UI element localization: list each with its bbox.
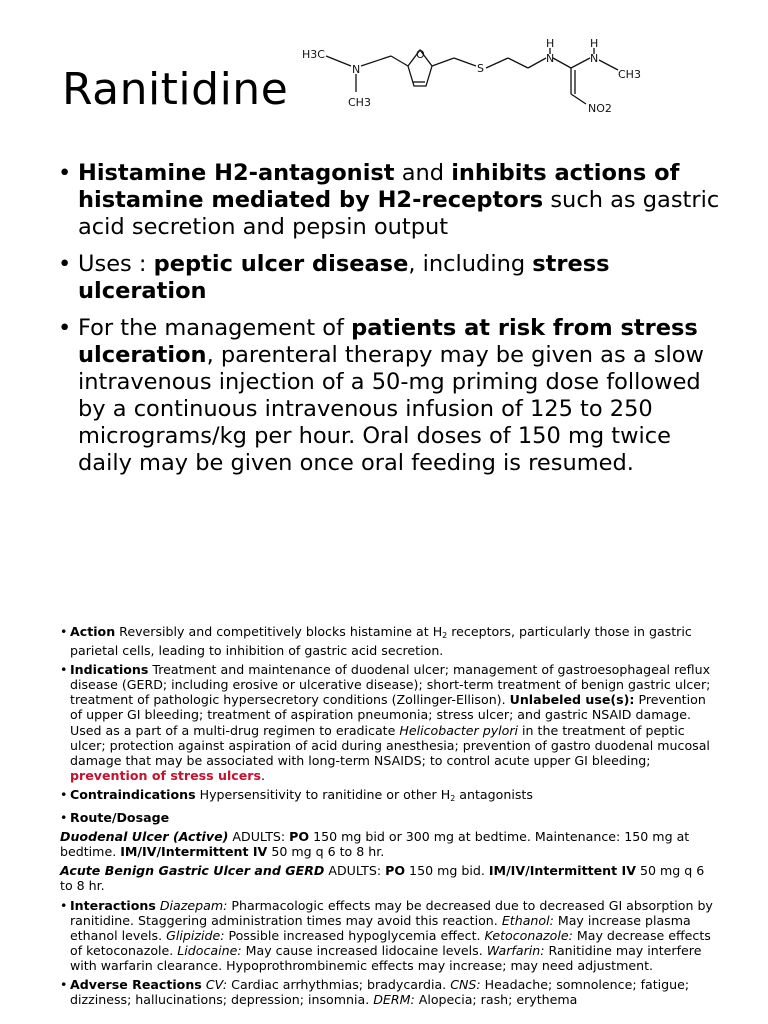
struct-label-n-right: N bbox=[590, 52, 599, 65]
main-bullet-list bbox=[58, 160, 728, 487]
struct-label-h2: H bbox=[590, 37, 599, 50]
struct-label-sulfur: S bbox=[477, 62, 484, 75]
struct-label-ch3-right: CH3 bbox=[618, 68, 641, 81]
main-bullet-3: • For the management of patients at risk from stress ulceration, parenteral therapy may be given as a slow intravenous injection of a 50-mg priming dose followed by a continuous intravenous infusion of 125 to 250 micrograms/kg per hour. Oral doses of 150 mg twice daily may be given once oral feeding is resumed. bbox=[58, 315, 704, 476]
struct-label-h1: H bbox=[546, 37, 555, 50]
indications-item: • Indications Treatment and maintenance of duodenal ulcer; management of gastroesophageal reflux disease (GERD; including erosive or ulcerative disease); short-term treatment of benign gastric ulcer; treatment of pathologic hypersecretory conditions (Zollinger-Ellison). Unlabeled use(s): Prevention of upper GI bleeding; treatment of aspiration pneumonia; stress ulcer; and gastric NSAID damage. Used as a part of a multi-drug regimen to eradicate Helicobacter pylori in the treatment of peptic ulcer; protection against aspiration of acid during anesthesia; prevention of gastro duodenal mucosal damage that may be associated with long-term NSAIDS; to control acute upper GI bleeding; prevention of stress ulcers. bbox=[60, 662, 711, 783]
contraindications-item: • Contraindications Hypersensitivity to ranitidine or other $H_2$ antagonists bbox=[60, 786, 533, 803]
interactions-item: • Interactions Diazepam: Pharmacologic effects may be decreased due to decreased GI absorption by ranitidine. Staggering administration times may avoid this reaction. Ethanol: May increase plasma ethanol levels. Glipizide: Possible increased hypoglycemia effect. Ketoconazole: May decrease effects of ketoconazole. Lidocaine: May cause increased lidocaine levels. Warfarin: Ranitidine may interfere with warfarin clearance. Hypoprothrombinemic effects may increase; may need adjustment. bbox=[60, 897, 713, 973]
struct-label-n-mid: N bbox=[546, 52, 555, 65]
duodenal-ulcer-dosage: Duodenal Ulcer (Active) ADULTS: PO 150 mg bid or 300 mg at bedtime. Maintenance: 150 mg at bedtime. IM/IV/Intermittent IV 50 mg q 6 to 8 hr. bbox=[60, 829, 690, 860]
struct-label-oxygen: O bbox=[416, 48, 425, 61]
struct-label-ch3-bottom: CH3 bbox=[348, 96, 371, 109]
route-dosage-item: • Route/Dosage bbox=[60, 810, 170, 826]
gastric-ulcer-gerd-dosage: Acute Benign Gastric Ulcer and GERD ADULTS: PO 150 mg bid. IM/IV/Intermittent IV 50 mg q 6 to 8 hr. bbox=[60, 863, 705, 894]
drug-monograph-section bbox=[60, 624, 720, 1011]
slide-title: Ranitidine bbox=[62, 64, 289, 115]
main-bullet-2: • Uses : peptic ulcer disease, including stress ulceration bbox=[58, 251, 610, 304]
ranitidine-structure-diagram bbox=[296, 36, 646, 121]
struct-label-n-left: N bbox=[352, 63, 361, 76]
struct-label-no2: NO2 bbox=[588, 102, 612, 115]
action-item: • Action Reversibly and competitively blocks histamine at $H_2$ receptors, particularly those in gastric parietal cells, leading to inhibition of gastric acid secretion. bbox=[60, 624, 692, 659]
main-bullet-1: • Histamine H2-antagonist and inhibits actions of histamine mediated by H2-receptors such as gastric acid secretion and pepsin output bbox=[58, 160, 720, 240]
adverse-reactions-item: • Adverse Reactions CV: Cardiac arrhythmias; bradycardia. CNS: Headache; somnolence; fatigue; dizziness; hallucinations; depression; insomnia. DERM: Alopecia; rash; erythema bbox=[60, 976, 690, 1008]
struct-label-h3c: H3C bbox=[302, 48, 325, 61]
